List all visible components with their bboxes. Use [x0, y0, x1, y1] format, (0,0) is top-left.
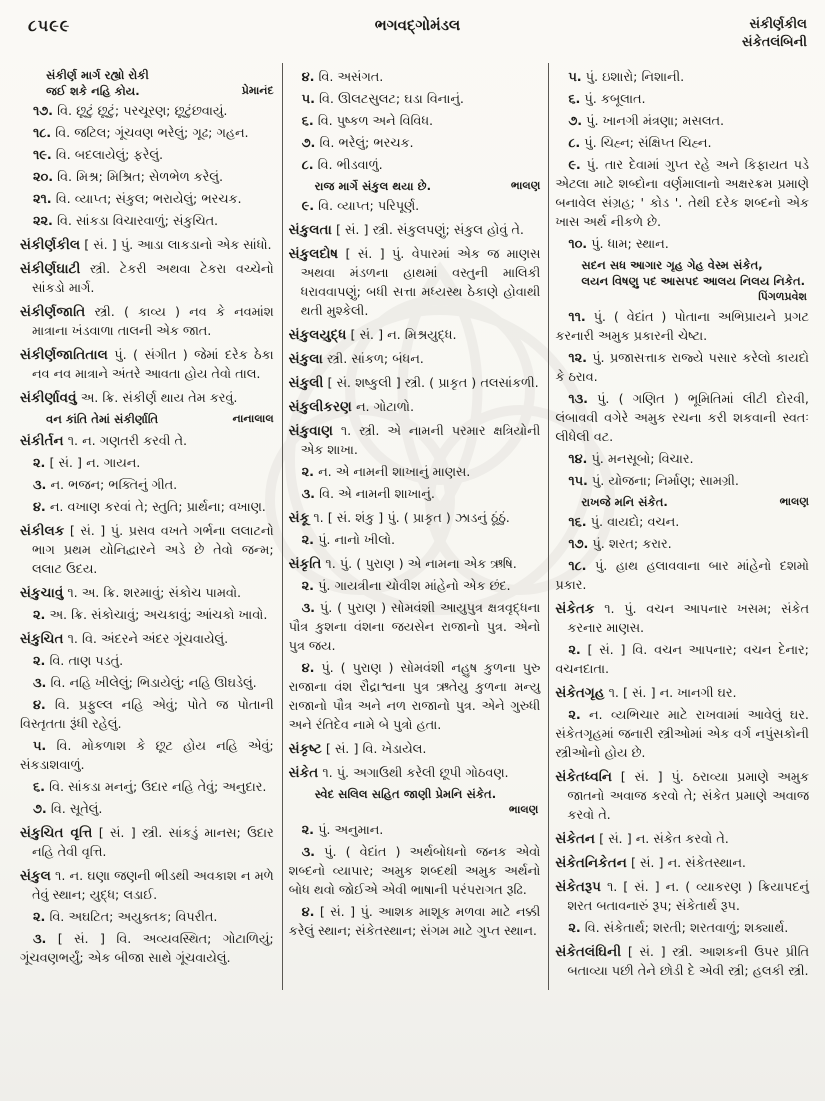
sense-line: ૭. પું. ખાનગી મંત્રણા; મસલત. [568, 114, 725, 130]
sense-line: ૨. પું. ગાયત્રીના ચોવીશ માંહેનો એક છંદ. [301, 579, 511, 595]
sense-number: ૧૫. [568, 474, 588, 490]
headword: સંકુચિત વૃત્તિ [20, 825, 93, 842]
sense-line: ૬. વિ. પુષ્કળ અને વિવિધ. [301, 114, 434, 130]
sense-number: ૨. [33, 608, 46, 624]
dictionary-entry: સંકીર્ણકીલ [ સં. ] પું. આડા લાકડાનો એક સાંધો. [20, 237, 272, 254]
quote-text: સ્વેદ સલિલ સહિત જાણી પ્રેમનિ સંકેત. [314, 787, 497, 802]
headword: સંકુચાવું [20, 585, 64, 602]
sense-number: ૨૨. [33, 214, 53, 230]
headword: સંકેતન [555, 831, 596, 848]
sense-line: ૨. વિ. સંકેતાર્થ; શરતી; શરતવાળું; શક્યાર્થ. [568, 921, 789, 937]
guide-word-last: સંકેતલંબિની [742, 34, 807, 50]
dictionary-entry: સંકીર્ણઘાટી સ્ત્રી. ટેકરી અથવા ટેકરા વચ્ચેનો સાંકડો માર્ગ. [20, 261, 274, 297]
citation-quote [289, 178, 541, 194]
headword: સંકુલતા [288, 222, 332, 239]
sense-line: ૨. વિ. તાણ પડતું. [33, 654, 124, 670]
dictionary-entry: સંકેતક ૧. પું. વચન આપનાર ખસમ; સંકેત કરનાર માણસ. [555, 601, 809, 637]
headword: સંકીર્તન [20, 433, 64, 450]
sense-number: ૧૩. [568, 392, 588, 408]
sense-line: ૪. [ સં. ] પું. આશક માશૂક મળવા માટે નક્કી કરેલું સ્થાન; સંકેતસ્થાન; સંગમ માટે ગુપ્ત સ્થાન. [288, 905, 541, 940]
quote-line [20, 67, 274, 83]
citation-quote [555, 494, 809, 510]
sense-number: ૨. [301, 465, 315, 481]
sense-line: ૫. વિ. ઊલટસુલટ; ઘડા વિનાનું. [301, 92, 464, 108]
sense-number: ૬. [568, 92, 581, 108]
dictionary-entry: સંકુલયુદ્ધ [ સં. ] ન. મિશ્રયુદ્ધ. [288, 327, 457, 344]
sense-number: ૨. [33, 654, 46, 670]
quote-author: ભાલણ [508, 803, 539, 817]
sense-line: ૧૨. પું. પ્રજાસત્તાક રાજ્યે પસાર કરેલો કાયદો કે ઠરાવ. [555, 351, 809, 386]
column-left [14, 63, 282, 990]
quote-line [289, 178, 541, 194]
dictionary-entry: સંકૂ ૧. [ સં. શંકુ ] પું. ( પ્રાકૃત ) ઝાડનું ઠૂંઠું. [288, 510, 510, 527]
quote-text: જઈ શકે નહિ કોય. [46, 84, 140, 99]
sense-line: ૧૫. પું. યોજના; નિર્માણ; સામગ્રી. [568, 474, 739, 490]
sense-number: ૧૮. [568, 559, 587, 575]
headword: સંકીર્ણકીલ [20, 237, 81, 254]
sense-number: ૨. [33, 456, 46, 472]
sense-line: ૨. અ. ક્રિ. સંકોચાવું; અચકાવું; આંચકો ખાવો. [33, 608, 268, 624]
page-title: ભગવદ્ગોમંડલ [374, 16, 461, 34]
sense-line: ૨. પું. નાનો ખીલો. [301, 533, 396, 549]
sense-line: ૨. ન. વ્યભિચાર માટે રાખવામાં આવેલું ઘર. સંકેતગૃહમાં જનારી સ્ત્રીઓમાં એક વર્ગ નપુંસકોની સ્ત્રીઓનો હોય છે. [555, 708, 809, 762]
sense-line: ૭. વિ. ભરેલું; ભરચક. [301, 136, 414, 152]
column-right [549, 63, 817, 990]
dictionary-entry: સંકુચિત વૃત્તિ [ સં. ] સ્ત્રી. સાંકડું માનસ; ઉદાર નહિ તેવી વૃત્તિ. [20, 825, 274, 861]
sense-number: ૯. [301, 199, 315, 215]
sense-line: ૩. પું. ( પુરાણ ) સોમવંશી આયુપુત્ર ક્ષત્રવૃદ્ધના પૌત્ર કુશના વંશના જયસેન રાજાનો પુત્ર. એનો પુત્ર જય. [288, 601, 541, 655]
sense-line: ૩. ન. ભજન; ભક્તિનું ગીત. [33, 478, 178, 494]
sense-number: ૧૦. [568, 237, 588, 253]
sense-number: ૭. [568, 114, 583, 130]
quote-line [555, 273, 809, 289]
sense-number: ૪. [33, 500, 46, 516]
sense-line: ૨૧. વિ. વ્યાપ્ત; સંકુલ; ભરાયેલું; ભરચક. [33, 192, 242, 208]
quote-text: વન કાંતિ તેમાં સંકીર્ણાતિ [46, 412, 159, 427]
sense-line: ૨૨. વિ. સાંકડા વિચારવાળું; સંકુચિત. [33, 214, 219, 230]
sense-line: ૧૧. પું. ( વેદાંત ) પોતાના અભિપ્રાયને પ્રગટ કરનારી અમુક પ્રકારની ચેષ્ટા. [555, 310, 809, 345]
headword: સંકેત [288, 765, 319, 782]
quote-line [289, 786, 541, 802]
sense-line: ૧૮. વિ. જટિલ; ગૂંચવણ ભરેલું; ગૂઢ; ગહન. [33, 126, 249, 142]
dictionary-entry: સંકીર્ણજાતિતાલ પું. ( સંગીત ) જેમાં દરેક ઠેકા નવ નવ માત્રાને અંતરે આવતા હોય તેવો તાલ. [20, 347, 274, 383]
sense-number: ૧૯. [33, 148, 52, 164]
quote-author: ભાલણ [779, 495, 809, 509]
dictionary-entry: સંકેતન [ સં. ] ન. સંકેત કરવો તે. [555, 831, 729, 848]
headword: સંકુલીકરણ [288, 399, 352, 416]
dictionary-entry: સંકેતનિકેતન [ સં. ] ન. સંકેતસ્થાન. [555, 855, 747, 872]
quote-text: રાજ માર્ગે સંકુલ થયા છે. [314, 179, 432, 194]
sense-number: ૩. [301, 601, 316, 617]
dictionary-entry: સંકીર્ણાવવું અ. ક્રિ. સંકીર્ણ થાય તેમ કરવું. [20, 390, 238, 407]
headword: સંકેતધ્વનિ [555, 769, 612, 786]
sense-line: ૮. પું. ચિહ્ન; સંક્ષિપ્ત ચિહ્ન. [568, 136, 712, 152]
headword: સંકેતરૂપ [555, 879, 601, 896]
dictionary-entry: સંકુલીકરણ ન. ગોટાળો. [288, 399, 415, 416]
sense-number: ૪. [301, 905, 315, 921]
dictionary-entry: સંકુલ ૧. ન. ઘણા જણની ભીડથી અવકાશ ન મળે તેવું સ્થાન; યુદ્ધ; લડાઈ. [20, 868, 274, 904]
dictionary-columns [14, 63, 817, 990]
sense-line: ૩. વિ. નહિ ખીલેલું; ભિડાયેલું; નહિ ઊઘડેલું. [33, 676, 257, 692]
quote-author: પિંગળપ્રવેશ [758, 290, 807, 304]
dictionary-entry: સંકુવાણ ૧. સ્ત્રી. એ નામની પરમાર ક્ષત્રિયોની એક શાખા. [288, 423, 541, 459]
dictionary-entry: સંકુલા સ્ત્રી. સાંકળ; બંધન. [288, 351, 424, 368]
sense-number: ૨. [568, 708, 581, 724]
page-number: ૮૫૯૯ [28, 16, 71, 35]
sense-line: ૮. વિ. ભીડવાળું. [301, 158, 383, 174]
sense-line: ૪. વિ. અસંગત. [301, 70, 384, 86]
sense-line: ૨. [ સં. ] ન. ગાયન. [33, 456, 141, 472]
sense-number: ૨. [301, 533, 315, 549]
sense-line: ૧૭. પું. શરત; કરાર. [568, 537, 672, 553]
quote-line [20, 411, 274, 427]
quote-text: સદન સધ આગાર ગૃહ ગેહ વેસ્મ સંકેત, [581, 258, 763, 273]
sense-number: ૧૪. [568, 452, 588, 468]
sense-number: ૨. [568, 643, 581, 659]
guide-word-first: સંકીર્ણકીલ [749, 17, 807, 32]
sense-line: ૨૦. વિ. મિશ્ર; મિશ્રિત; સેળભેળ કરેલું. [33, 170, 224, 186]
sense-line: ૫. વિ. મોકળાશ કે છૂટ હોય નહિ એવું; સંકડાશવાળું. [20, 739, 274, 774]
citation-quote [289, 786, 541, 818]
dictionary-entry: સંકુલી [ સં. શષ્કુલી ] સ્ત્રી. ( પ્રાકૃત ) તલસાંકળી. [288, 375, 539, 392]
sense-number: ૭. [33, 802, 47, 818]
sense-line: ૧૦. પું. ધામ; સ્થાન. [568, 237, 669, 253]
headword: સંકીર્ણાવવું [20, 390, 77, 407]
sense-number: ૬. [33, 780, 46, 796]
sense-number: ૫. [568, 70, 582, 86]
guide-words [547, 16, 807, 51]
sense-number: ૨. [33, 910, 46, 926]
sense-number: ૨૧. [33, 192, 52, 208]
quote-line [20, 83, 274, 99]
sense-line: ૧૩. પું. ( ગણિત ) ભૂમિતિમાં લીટી દોરવી, લંબાવવી વગેરે અમુક રચના કરી શકવાની સ્વતઃ લીધેલી વટ. [555, 392, 809, 446]
citation-quote [20, 411, 274, 427]
sense-number: ૩. [33, 478, 47, 494]
sense-number: ૪. [33, 698, 46, 714]
sense-line: ૩. પું. ( વેદાંત ) અર્થબોધનો જનક એવો શબ્દનો વ્યાપાર; અમુક શબ્દથી અમુક અર્થનો બોધ થવો જોઈએ એવી ભાષાની પરંપરાગત રૂઢિ. [288, 845, 541, 899]
sense-line: ૧૬. પું. વાયદો; વચન. [568, 515, 680, 531]
sense-number: ૩. [33, 676, 47, 692]
quote-author: પ્રેમાનંદ [241, 84, 274, 98]
headword: સંકુલદોષ [288, 246, 339, 263]
sense-line: ૨. [ સં. ] વિ. વચન આપનાર; વચન દેનાર; વચનદાતા. [555, 643, 809, 678]
sense-number: ૨. [301, 823, 315, 839]
dictionary-entry: સંકીર્ણજાતિ સ્ત્રી. ( કાવ્ય ) નવ કે નવમાંશ માત્રાના ખંડવાળા તાલની એક જાત. [20, 304, 274, 340]
sense-number: ૧૭. [33, 104, 54, 120]
sense-line: ૫. પું. ઇશારો; નિશાની. [568, 70, 685, 86]
headword: સંકૃષ્ટ [288, 741, 322, 758]
dictionary-entry: સંકેતગૃહ ૧. [ સં. ] ન. ખાનગી ઘર. [555, 685, 737, 702]
headword: સંકુવાણ [288, 423, 333, 440]
headword: સંકેતગૃહ [555, 685, 605, 702]
sense-line: ૯. પું. તાર દેવામાં ગુપ્ત રહે અને કિફાયત પડે એટલા માટે શબ્દોના વર્ણમાલાનો અક્ષરક્રમ પ્રમાણે બનાવેલ સંગ્રહ; ' કોડ '. તેથી દરેક શબ્દનો એક ખાસ અર્થ નીકળે છે. [555, 158, 809, 231]
sense-number: ૫. [301, 92, 315, 108]
sense-line: ૧૯. વિ. બદલાયેલું; ફરેલું. [33, 148, 164, 164]
sense-number: ૮. [301, 158, 314, 174]
headword: સંકુલ [20, 868, 51, 885]
sense-line: ૩. વિ. એ નામની શાખાનું. [301, 487, 435, 503]
sense-number: ૨. [301, 579, 315, 595]
sense-number: ૫. [33, 739, 47, 755]
sense-line: ૨. ન. એ નામની શાખાનું માણસ. [301, 465, 471, 481]
headword: સંકીર્ણજાતિ [20, 304, 86, 321]
headword: સંકૃતિ [288, 556, 322, 573]
dictionary-entry: સંકેતરૂપ ૧. [ સં. ] ન. ( વ્યાકરણ ) ક્રિયાપદનું શરત બતાવનારું રૂપ; સંકેતાર્થ રૂપ. [555, 879, 809, 915]
dictionary-entry: સંકૃષ્ટ [ સં. ] વિ. ખેડાયેલ. [288, 741, 427, 758]
sense-number: ૧૮. [33, 126, 52, 142]
headword: સંકૂ [288, 510, 310, 527]
dictionary-entry: સંકુચાવું ૧. અ. ક્રિ. શરમાવું; સંકોચ પામવો. [20, 585, 242, 602]
sense-line: ૩. [ સં. ] વિ. અવ્યવસ્થિત; ગોટાળિયું; ગૂંચવણભર્યું; એક બીજા સાથે ગૂંચવાયેલું. [20, 932, 274, 967]
sense-number: ૧૨. [568, 351, 587, 367]
sense-number: ૯. [568, 158, 581, 174]
sense-number: ૪. [301, 661, 315, 677]
sense-line: ૪. વિ. પ્રફુલ્લ નહિ એવું; પોતે જ પોતાની વિસ્તૃતતા રૂંધી રહેલું. [20, 698, 274, 733]
headword: સંકીર્ણજાતિતાલ [20, 347, 108, 364]
dictionary-entry: સંકેત ૧. પું. અગાઉથી કરેલી છૂપી ગોઠવણ. [288, 765, 509, 782]
citation-quote [555, 257, 809, 305]
sense-number: ૨૦. [33, 170, 54, 186]
headword: સંકેતનિકેતન [555, 855, 627, 872]
headword: સંકેતક [555, 601, 595, 618]
column-middle [282, 63, 550, 990]
citation-quote [20, 67, 274, 99]
sense-number: ૧૬. [568, 515, 587, 531]
dictionary-entry: સંકેતધ્વનિ [ સં. ] પું. ઠરાવ્યા પ્રમાણે અમુક જાતનો અવાજ કરવો તે; સંકેત પ્રમાણે અવાજ કરવો તે. [555, 769, 809, 824]
sense-number: ૨. [568, 921, 581, 937]
sense-line: ૬. પું. કબૂલાત. [568, 92, 646, 108]
sense-line: ૯. વિ. વ્યાપ્ત; પરિપૂર્ણ. [301, 199, 420, 215]
headword: સંકીલક [20, 523, 65, 540]
dictionary-entry: સંકીર્તન ૧. ન. ગણતરી કરવી તે. [20, 433, 188, 450]
sense-number: ૧૭. [568, 537, 589, 553]
headword: સંકુલયુદ્ધ [288, 327, 347, 344]
quote-line [555, 494, 809, 510]
sense-line: ૧૪. પું. મનસૂબો; વિચાર. [568, 452, 694, 468]
sense-number: ૩. [33, 932, 47, 948]
headword: સંકેતલંઘિની [555, 944, 622, 961]
sense-number: ૧૧. [568, 310, 586, 326]
sense-line: ૧૮. પું. હાથ હલાવવાના બાર માંહેનો દશમો પ્રકાર. [555, 559, 809, 594]
sense-line: ૨. વિ. અઘટિત; અયુક્તક; વિપરીત. [33, 910, 218, 926]
sense-line: ૨. પું. અનુમાન. [301, 823, 384, 839]
dictionary-entry: સંકુલતા [ સં. ] સ્ત્રી. સંકુલપણું; સંકુલ હોવું તે. [288, 222, 524, 239]
sense-number: ૪. [301, 70, 315, 86]
headword: સંકુચિત [20, 631, 64, 648]
dictionary-entry: સંકીલક [ સં. ] પું. પ્રસવ વખતે ગર્ભના લલાટનો ભાગ પ્રથમ યોનિદ્વારને અડે છે તેવો જન્મ; લલાટ ઉદય. [20, 523, 274, 578]
sense-line: ૬. વિ. સાંકડા મનનું; ઉદાર નહિ તેવું; અનુદાર. [33, 780, 267, 796]
headword: સંકુલા [288, 351, 323, 368]
quote-author: ભાલણ [510, 179, 541, 193]
sense-number: ૮. [568, 136, 581, 152]
quote-text: સંકીર્ણ માર્ગ રહ્યો રોકી [46, 68, 149, 83]
sense-line: ૧૭. વિ. છૂટું છૂટું; પરચૂરણ; છૂટુંછવાયું. [33, 104, 228, 120]
sense-line: ૪. પું. ( પુરાણ ) સોમવંશી નહુષ કુળના પુરુ રાજાના વંશ રૌદ્રાશ્વના પુત્ર ઋતેયુ કુળના મન્યુ રાજાનો પૌત્ર અને નળ રાજાનો પુત્ર. એને ગુરુધી અને રંતિદેવ નામે બે પુત્રો હતા. [288, 661, 541, 734]
sense-line: ૭. વિ. સૂતેલું. [33, 802, 103, 818]
dictionary-entry: સંકેતલંઘિની [ સં. ] સ્ત્રી. આશકની ઉપર પ્રીતિ બતાવ્યા પછી તેને છોડી દે એવી સ્ત્રી; હલકી સ્ત્રી. [555, 944, 809, 980]
page-header [14, 10, 817, 55]
quote-text: લયન વિષણુ પદ આસપદ આલય નિલય નિકેત. [581, 274, 806, 289]
quote-text: રાખજે મનિ સંકેત. [581, 495, 668, 510]
dictionary-entry: સંકુચિત ૧. વિ. અંદરને અંદર ગૂંચવાયેલું. [20, 631, 229, 648]
sense-number: ૩. [301, 487, 316, 503]
headword: સંકુલી [288, 375, 324, 392]
headword: સંકીર્ણઘાટી [20, 261, 81, 278]
sense-line: ૪. ન. વખાણ કરવાં તે; સ્તુતિ; પ્રાર્થના; વખાણ. [33, 500, 266, 516]
dictionary-entry: સંકુલદોષ [ સં. ] પું. વેપારમાં એક જ માણસ અથવા મંડળના હાથમાં વસ્તુની માલિકી ધરાવવાપણું; બધી સત્તા મધ્યસ્થ ઠેકાણે હોવાથી થતી મુશ્કેલી. [288, 246, 541, 320]
sense-number: ૩. [301, 845, 316, 861]
quote-line [555, 257, 809, 273]
sense-number: ૬. [301, 114, 314, 130]
quote-author: નાનાલાલ [232, 412, 274, 426]
sense-number: ૭. [301, 136, 316, 152]
dictionary-entry: સંકૃતિ ૧. પું. ( પુરાણ ) એ નામના એક ઋષિ. [288, 556, 517, 573]
